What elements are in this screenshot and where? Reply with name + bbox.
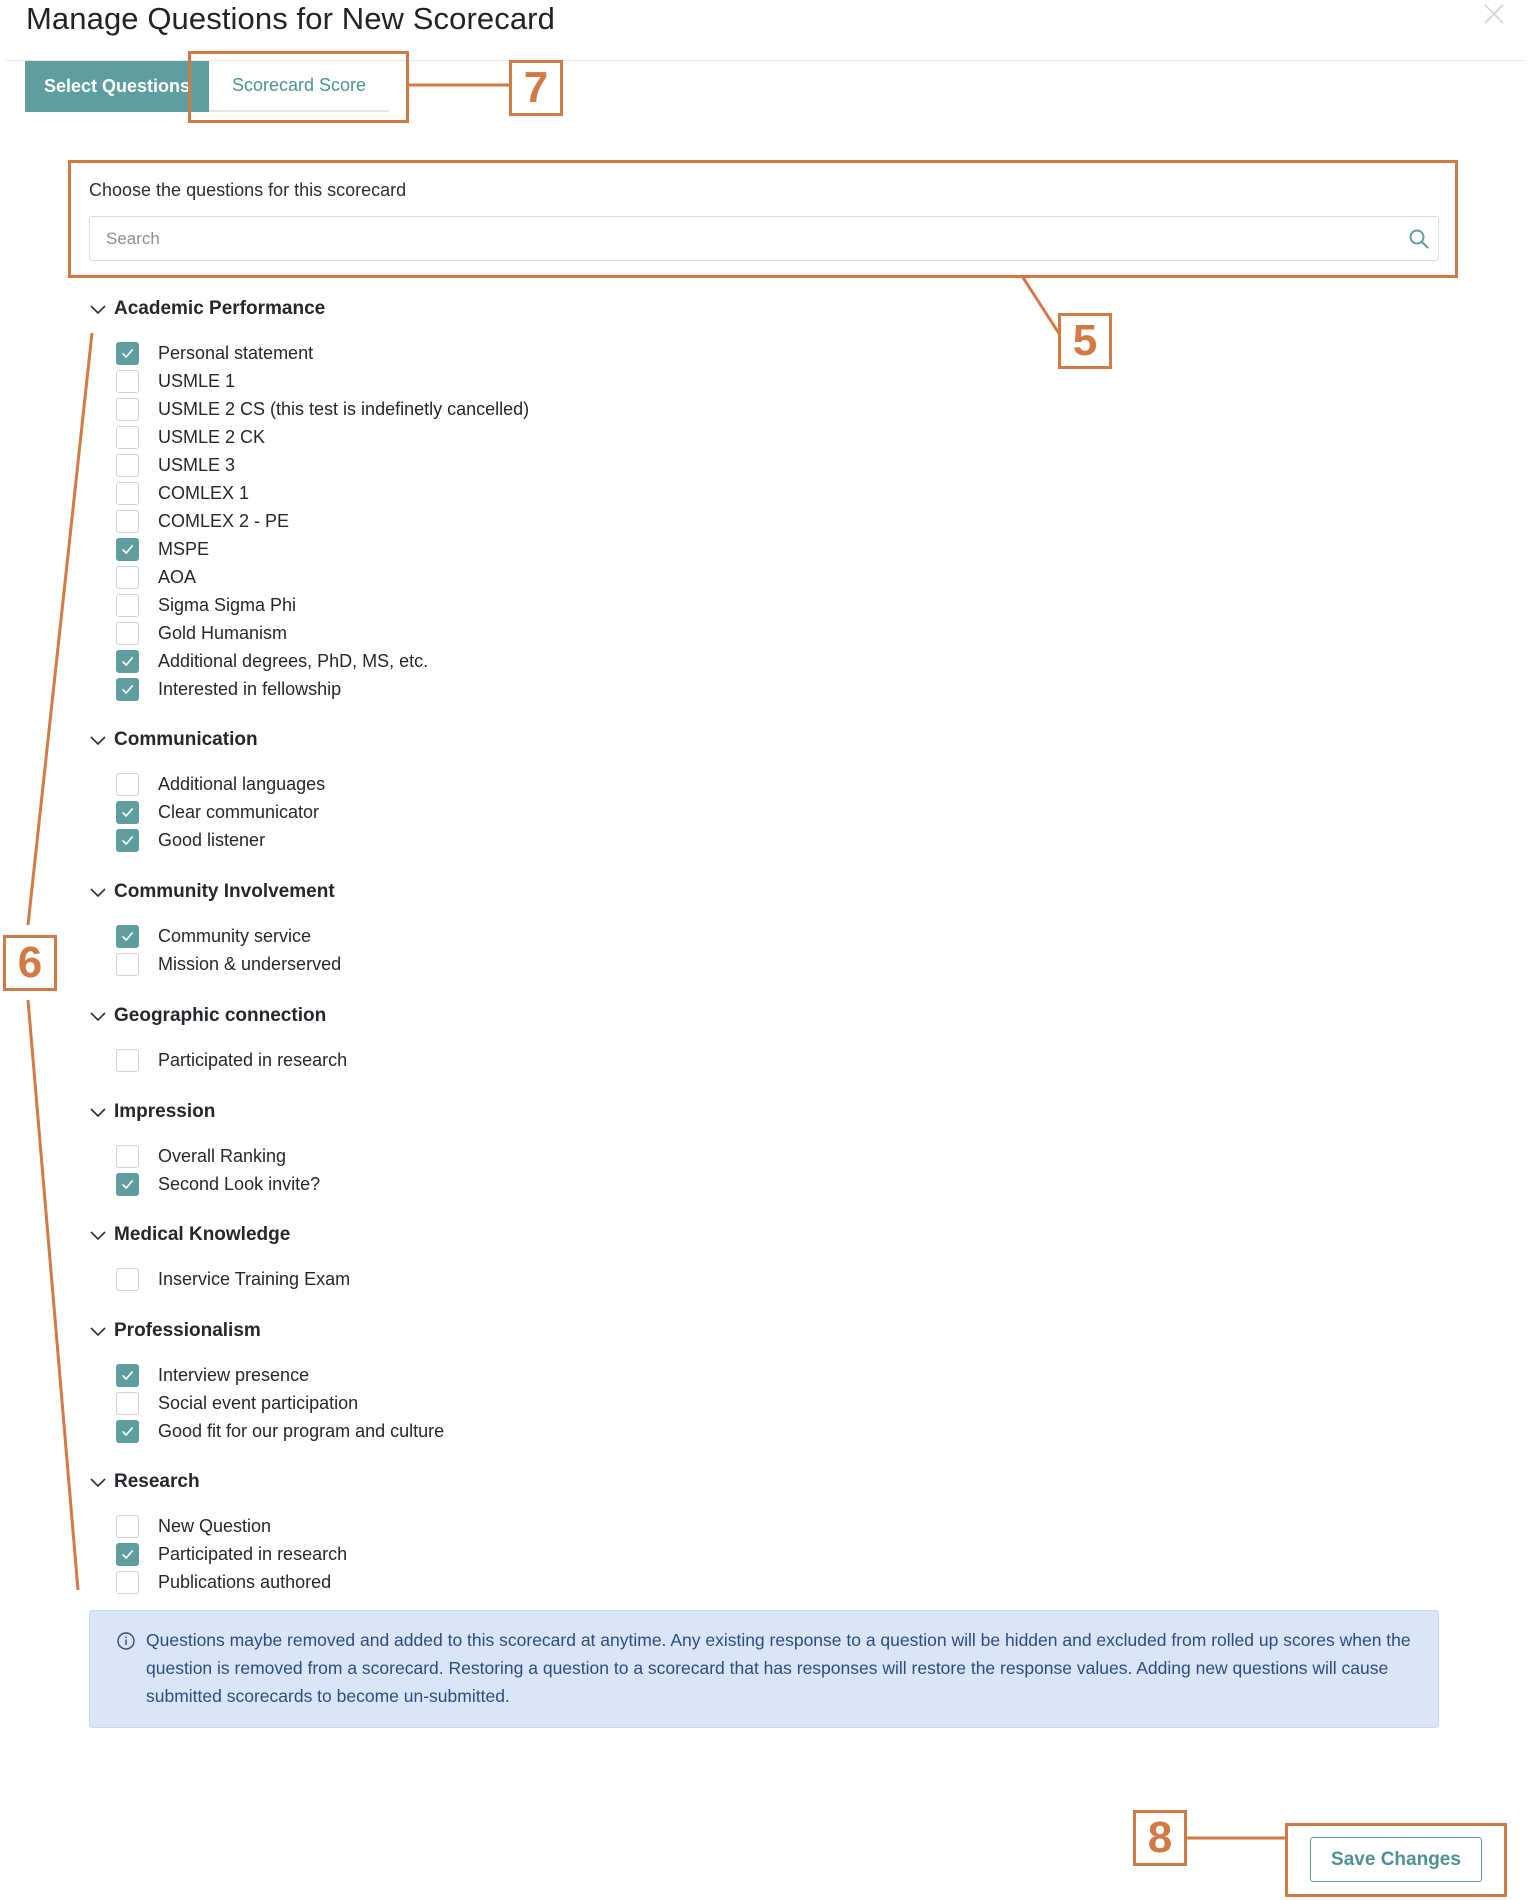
question-label: MSPE: [158, 538, 210, 559]
question-item[interactable]: [116, 677, 341, 701]
section-header[interactable]: [88, 1222, 290, 1248]
chevron-down-icon: [88, 730, 108, 750]
question-label: Good listener: [158, 829, 266, 850]
question-label: Mission & underserved: [158, 953, 342, 974]
question-checkbox[interactable]: [116, 398, 139, 421]
question-item[interactable]: [116, 1267, 350, 1291]
question-label: Community service: [158, 925, 312, 946]
question-label: USMLE 2 CK: [158, 426, 266, 447]
question-checkbox[interactable]: [116, 1049, 139, 1072]
section-title: Community Involvement: [114, 881, 335, 902]
question-item[interactable]: [116, 1363, 309, 1387]
question-checkbox[interactable]: [116, 773, 139, 796]
question-checkbox[interactable]: [116, 925, 139, 948]
chevron-down-icon: [88, 299, 108, 319]
question-label: Good fit for our program and culture: [158, 1420, 445, 1441]
question-item[interactable]: [116, 565, 196, 589]
question-label: Participated in research: [158, 1543, 348, 1564]
question-checkbox[interactable]: [116, 1420, 139, 1443]
callout-6-leader-bottom: [28, 1000, 78, 1590]
callout-7-number: 7: [509, 60, 563, 116]
chevron-down-icon: [88, 1102, 108, 1122]
close-button[interactable]: [1480, 0, 1508, 28]
choose-questions-label: Choose the questions for this scorecard: [89, 180, 407, 200]
question-checkbox[interactable]: [116, 1268, 139, 1291]
question-checkbox[interactable]: [116, 1364, 139, 1387]
section-header[interactable]: [88, 727, 258, 753]
question-checkbox[interactable]: [116, 426, 139, 449]
question-checkbox[interactable]: [116, 538, 139, 561]
question-item[interactable]: [116, 800, 319, 824]
question-item[interactable]: [116, 341, 313, 365]
question-item[interactable]: [116, 369, 235, 393]
callout-5-leader: [1022, 276, 1060, 335]
question-checkbox[interactable]: [116, 594, 139, 617]
question-checkbox[interactable]: [116, 482, 139, 505]
section-title: Geographic connection: [114, 1005, 327, 1026]
question-item[interactable]: [116, 828, 265, 852]
section-title: Communication: [114, 729, 258, 750]
question-checkbox[interactable]: [116, 801, 139, 824]
question-label: Gold Humanism: [158, 622, 288, 643]
question-label: USMLE 3: [158, 454, 236, 475]
info-alert: [89, 1610, 1439, 1728]
question-checkbox[interactable]: [116, 370, 139, 393]
question-label: USMLE 1: [158, 370, 236, 391]
section-header[interactable]: [88, 1318, 261, 1344]
question-item[interactable]: [116, 593, 296, 617]
callout-6-leader-top: [28, 333, 92, 925]
question-item[interactable]: [116, 649, 428, 673]
question-checkbox[interactable]: [116, 953, 139, 976]
save-changes-button[interactable]: Save Changes: [1310, 1837, 1482, 1882]
callout-6-number: 6: [3, 935, 57, 991]
question-label: Additional degrees, PhD, MS, etc.: [158, 650, 429, 671]
question-item[interactable]: [116, 1514, 271, 1538]
question-checkbox[interactable]: [116, 510, 139, 533]
question-item[interactable]: [116, 1542, 347, 1566]
question-label: USMLE 2 CS (this test is indefinetly cancelled): [158, 398, 530, 419]
question-label: Personal statement: [158, 342, 314, 363]
question-item[interactable]: [116, 1048, 347, 1072]
section-header[interactable]: [88, 879, 335, 905]
question-label: Publications authored: [158, 1571, 332, 1592]
question-label: AOA: [158, 566, 197, 587]
question-label: New Question: [158, 1515, 272, 1536]
question-item[interactable]: [116, 537, 209, 561]
question-item[interactable]: [116, 924, 311, 948]
question-item[interactable]: [116, 621, 287, 645]
section-header[interactable]: [88, 1099, 215, 1125]
question-checkbox[interactable]: [116, 342, 139, 365]
question-checkbox[interactable]: [116, 1515, 139, 1538]
section-title: Impression: [114, 1101, 216, 1122]
chevron-down-icon: [88, 1225, 108, 1245]
question-checkbox[interactable]: [116, 1543, 139, 1566]
section-header[interactable]: [88, 1003, 326, 1029]
question-checkbox[interactable]: [116, 678, 139, 701]
question-label: Second Look invite?: [158, 1173, 321, 1194]
question-label: Sigma Sigma Phi: [158, 594, 297, 615]
question-checkbox[interactable]: [116, 1145, 139, 1168]
section-header[interactable]: [88, 296, 325, 322]
question-checkbox[interactable]: [116, 622, 139, 645]
chevron-down-icon: [88, 1472, 108, 1492]
modal-title: Manage Questions for New Scorecard: [26, 1, 555, 36]
close-icon: [1480, 0, 1508, 28]
question-item[interactable]: [116, 772, 325, 796]
question-item[interactable]: [116, 1391, 358, 1415]
callout-5-number: 5: [1058, 313, 1112, 369]
info-text: Questions maybe removed and added to this scorecard at anytime. Any existing response to a question will be hidden and excluded from rolled up scores when the question is removed from a scorecard. Restoring a question to a scorecard that has responses will restore the response values. Adding new questions will cause submitted scorecards to become un-submitted.: [146, 1630, 1411, 1706]
section-header[interactable]: [88, 1469, 200, 1495]
question-label: Overall Ranking: [158, 1145, 287, 1166]
question-label: Additional languages: [158, 773, 326, 794]
info-icon: [116, 1631, 136, 1651]
question-item[interactable]: [116, 425, 265, 449]
question-checkbox[interactable]: [116, 829, 139, 852]
chevron-down-icon: [88, 1321, 108, 1341]
section-title: Professionalism: [114, 1320, 261, 1341]
callout-8-box: [1285, 1823, 1507, 1897]
question-label: COMLEX 1: [158, 482, 250, 503]
question-label: Social event participation: [158, 1392, 359, 1413]
question-item[interactable]: [116, 397, 529, 421]
question-checkbox[interactable]: [116, 566, 139, 589]
question-checkbox[interactable]: [116, 1392, 139, 1415]
question-label: COMLEX 2 - PE: [158, 510, 290, 531]
callout-8-number: 8: [1133, 1810, 1187, 1866]
question-checkbox[interactable]: [116, 1571, 139, 1594]
callout-7-box: [188, 51, 409, 123]
question-item[interactable]: [116, 509, 289, 533]
question-item[interactable]: [116, 1419, 444, 1443]
question-checkbox[interactable]: [116, 650, 139, 673]
question-checkbox[interactable]: [116, 454, 139, 477]
tab-scorecard-score[interactable]: Scorecard Score: [209, 61, 389, 112]
section-title: Research: [114, 1471, 200, 1492]
section-title: Academic Performance: [114, 298, 326, 319]
question-item[interactable]: [116, 1172, 320, 1196]
question-checkbox[interactable]: [116, 1173, 139, 1196]
question-label: Interview presence: [158, 1364, 310, 1385]
question-label: Participated in research: [158, 1049, 348, 1070]
section-title: Medical Knowledge: [114, 1224, 291, 1245]
question-item[interactable]: [116, 481, 249, 505]
question-item[interactable]: [116, 952, 341, 976]
chevron-down-icon: [88, 1006, 108, 1026]
tab-select-questions[interactable]: Select Questions: [25, 61, 209, 112]
question-item[interactable]: [116, 1144, 286, 1168]
question-label: Clear communicator: [158, 801, 320, 822]
question-item[interactable]: [116, 1570, 331, 1594]
chevron-down-icon: [88, 882, 108, 902]
question-label: Interested in fellowship: [158, 678, 342, 699]
question-label: Inservice Training Exam: [158, 1268, 351, 1289]
question-item[interactable]: [116, 453, 235, 477]
callout-5-box: [68, 160, 1458, 278]
